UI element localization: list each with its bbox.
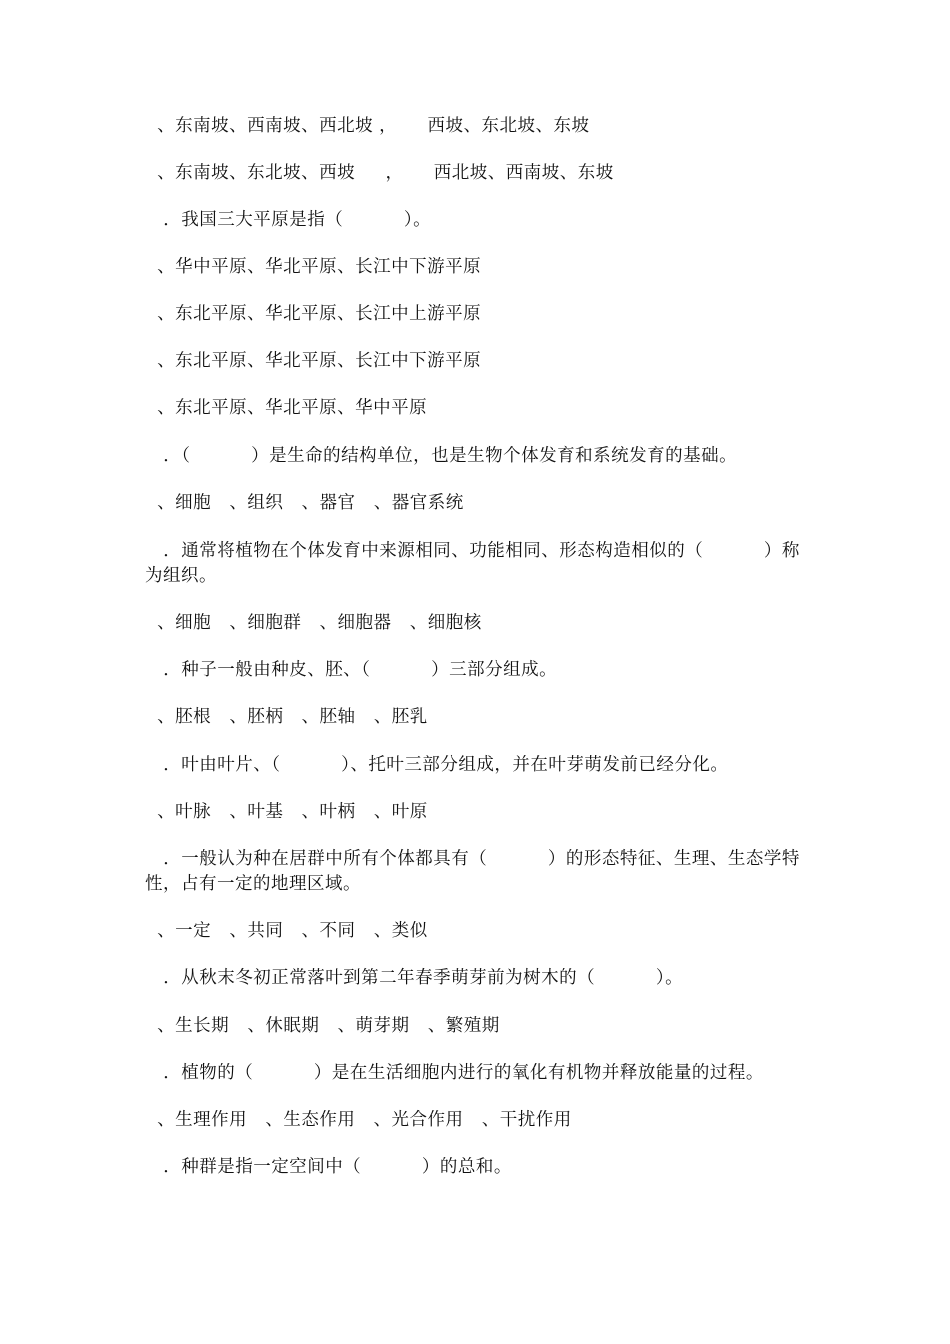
option-line: 、东北平原、华北平原、长江中上游平原 (145, 304, 482, 324)
question-line: ．从秋末冬初正常落叶到第二年春季萌芽前为树木的（ ）。 (145, 968, 684, 988)
option-line: 、生长期 、休眠期 、萌芽期 、繁殖期 (145, 1016, 500, 1036)
question-line: ．（ ）是生命的结构单位，也是生物个体发育和系统发育的基础。 (145, 446, 738, 466)
question-line: ．种群是指一定空间中（ ）的总和。 (145, 1157, 512, 1177)
question-line: ．种子一般由种皮、胚、（ ）三部分组成。 (145, 660, 558, 680)
question-line: ．通常将植物在个体发育中来源相同、功能相同、形态构造相似的（ ）称为组织。 (145, 541, 800, 586)
question-line: ．我国三大平原是指（ ）。 (145, 210, 432, 230)
question-line: ．植物的（ ）是在生活细胞内进行的氧化有机物并释放能量的过程。 (145, 1063, 764, 1083)
option-line: 、胚根 、胚柄 、胚轴 、胚乳 (145, 707, 428, 727)
option-line: 、细胞 、组织 、器官 、器官系统 (145, 493, 464, 513)
option-line: 、细胞 、细胞群 、细胞器 、细胞核 (145, 613, 482, 633)
option-line: 、东北平原、华北平原、华中平原 (145, 398, 428, 418)
option-line: 、东北平原、华北平原、长江中下游平原 (145, 351, 482, 371)
text-line: 、东南坡、东北坡、西坡 ， 西北坡、西南坡、东坡 (145, 163, 614, 183)
option-line: 、叶脉 、叶基 、叶柄 、叶原 (145, 802, 428, 822)
text-line: 、东南坡、西南坡、西北坡 ， 西坡、东北坡、东坡 (145, 116, 590, 136)
option-line: 、华中平原、华北平原、长江中下游平原 (145, 257, 482, 277)
option-line: 、一定 、共同 、不同 、类似 (145, 921, 428, 941)
question-line: ．叶由叶片、（ ）、托叶三部分组成，并在叶芽萌发前已经分化。 (145, 755, 729, 775)
option-line: 、生理作用 、生态作用 、光合作用 、干扰作用 (145, 1110, 572, 1130)
question-line: ．一般认为种在居群中所有个体都具有（ ）的形态特征、生理、生态学特性，占有一定的地理区域。 (145, 849, 800, 894)
